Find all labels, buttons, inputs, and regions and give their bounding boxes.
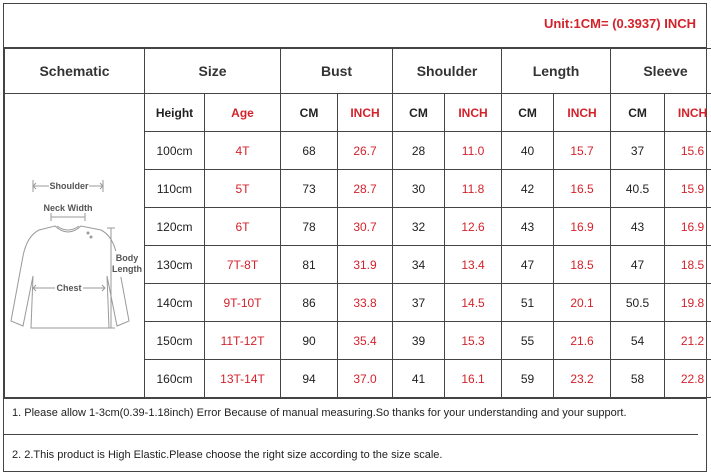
header-sleeve: Sleeve bbox=[611, 49, 711, 94]
cell-shoulder-cm: 41 bbox=[393, 360, 445, 398]
cell-bust-cm: 68 bbox=[281, 132, 338, 170]
cell-age: 7T-8T bbox=[205, 246, 281, 284]
cell-sleeve-cm: 43 bbox=[611, 208, 665, 246]
cell-bust-cm: 94 bbox=[281, 360, 338, 398]
subheader-height: Height bbox=[145, 94, 205, 132]
cell-bust-inch: 30.7 bbox=[338, 208, 393, 246]
cell-height: 130cm bbox=[145, 246, 205, 284]
diagram-label-chest: Chest bbox=[56, 282, 82, 293]
cell-bust-inch: 28.7 bbox=[338, 170, 393, 208]
cell-length-cm: 40 bbox=[502, 132, 554, 170]
subheader-sleeve-cm: CM bbox=[611, 94, 665, 132]
cell-height: 120cm bbox=[145, 208, 205, 246]
cell-bust-inch: 33.8 bbox=[338, 284, 393, 322]
cell-age: 5T bbox=[205, 170, 281, 208]
cell-length-inch: 18.5 bbox=[554, 246, 611, 284]
header-length: Length bbox=[502, 49, 611, 94]
cell-shoulder-cm: 32 bbox=[393, 208, 445, 246]
cell-shoulder-inch: 13.4 bbox=[445, 246, 502, 284]
cell-sleeve-cm: 47 bbox=[611, 246, 665, 284]
cell-bust-inch: 26.7 bbox=[338, 132, 393, 170]
cell-height: 110cm bbox=[145, 170, 205, 208]
unit-row bbox=[4, 4, 706, 48]
cell-bust-cm: 90 bbox=[281, 322, 338, 360]
cell-length-cm: 51 bbox=[502, 284, 554, 322]
size-table bbox=[4, 48, 711, 398]
subheader-sleeve-inch: INCH bbox=[665, 94, 711, 132]
subheader-length-inch: INCH bbox=[554, 94, 611, 132]
cell-length-cm: 59 bbox=[502, 360, 554, 398]
cell-sleeve-cm: 37 bbox=[611, 132, 665, 170]
cell-age: 6T bbox=[205, 208, 281, 246]
cell-length-inch: 16.5 bbox=[554, 170, 611, 208]
cell-sleeve-cm: 54 bbox=[611, 322, 665, 360]
subheader-length-cm: CM bbox=[502, 94, 554, 132]
cell-height: 160cm bbox=[145, 360, 205, 398]
unit-conversion-note: Unit:1CM= (0.3937) INCH bbox=[543, 16, 696, 31]
cell-length-inch: 23.2 bbox=[554, 360, 611, 398]
cell-length-cm: 42 bbox=[502, 170, 554, 208]
cell-shoulder-cm: 37 bbox=[393, 284, 445, 322]
cell-shoulder-inch: 11.8 bbox=[445, 170, 502, 208]
cell-sleeve-cm: 50.5 bbox=[611, 284, 665, 322]
cell-height: 100cm bbox=[145, 132, 205, 170]
cell-age: 13T-14T bbox=[205, 360, 281, 398]
cell-length-inch: 15.7 bbox=[554, 132, 611, 170]
cell-shoulder-inch: 12.6 bbox=[445, 208, 502, 246]
cell-length-inch: 20.1 bbox=[554, 284, 611, 322]
cell-shoulder-inch: 15.3 bbox=[445, 322, 502, 360]
subheader-row bbox=[5, 94, 711, 132]
note-measuring-error: 1. Please allow 1-3cm(0.39-1.18inch) Error Because of manual measuring.So thanks for your understanding and your support. bbox=[12, 407, 627, 419]
cell-bust-inch: 35.4 bbox=[338, 322, 393, 360]
cell-bust-cm: 81 bbox=[281, 246, 338, 284]
cell-shoulder-cm: 34 bbox=[393, 246, 445, 284]
cell-sleeve-inch: 19.8 bbox=[665, 284, 711, 322]
cell-shoulder-cm: 28 bbox=[393, 132, 445, 170]
cell-shoulder-cm: 30 bbox=[393, 170, 445, 208]
cell-sleeve-inch: 16.9 bbox=[665, 208, 711, 246]
cell-sleeve-cm: 58 bbox=[611, 360, 665, 398]
subheader-bust-inch: INCH bbox=[338, 94, 393, 132]
note-elastic-fabric: 2. 2.This product is High Elastic.Please choose the right size according to the size scale. bbox=[4, 434, 698, 461]
cell-sleeve-inch: 21.2 bbox=[665, 322, 711, 360]
cell-bust-inch: 37.0 bbox=[338, 360, 393, 398]
cell-height: 140cm bbox=[145, 284, 205, 322]
header-row bbox=[5, 49, 711, 94]
cell-length-cm: 47 bbox=[502, 246, 554, 284]
cell-age: 11T-12T bbox=[205, 322, 281, 360]
schematic-diagram-cell bbox=[5, 94, 145, 398]
cell-sleeve-inch: 22.8 bbox=[665, 360, 711, 398]
cell-age: 9T-10T bbox=[205, 284, 281, 322]
cell-sleeve-cm: 40.5 bbox=[611, 170, 665, 208]
diagram-label-length: Length bbox=[112, 263, 142, 274]
cell-shoulder-inch: 11.0 bbox=[445, 132, 502, 170]
cell-bust-cm: 73 bbox=[281, 170, 338, 208]
notes-section bbox=[4, 398, 706, 471]
header-size: Size bbox=[145, 49, 281, 94]
subheader-age: Age bbox=[205, 94, 281, 132]
cell-bust-cm: 86 bbox=[281, 284, 338, 322]
subheader-shoulder-cm: CM bbox=[393, 94, 445, 132]
diagram-label-body: Body bbox=[115, 252, 139, 263]
cell-sleeve-inch: 15.6 bbox=[665, 132, 711, 170]
cell-shoulder-cm: 39 bbox=[393, 322, 445, 360]
cell-length-inch: 21.6 bbox=[554, 322, 611, 360]
diagram-label-neck-width: Neck Width bbox=[43, 202, 93, 213]
subheader-shoulder-inch: INCH bbox=[445, 94, 502, 132]
cell-sleeve-inch: 15.9 bbox=[665, 170, 711, 208]
cell-age: 4T bbox=[205, 132, 281, 170]
header-schematic: Schematic bbox=[5, 49, 145, 94]
cell-length-inch: 16.9 bbox=[554, 208, 611, 246]
cell-sleeve-inch: 18.5 bbox=[665, 246, 711, 284]
cell-length-cm: 43 bbox=[502, 208, 554, 246]
cell-shoulder-inch: 14.5 bbox=[445, 284, 502, 322]
header-bust: Bust bbox=[281, 49, 393, 94]
cell-bust-inch: 31.9 bbox=[338, 246, 393, 284]
size-chart bbox=[3, 3, 707, 472]
cell-height: 150cm bbox=[145, 322, 205, 360]
cell-shoulder-inch: 16.1 bbox=[445, 360, 502, 398]
diagram-label-shoulder: Shoulder bbox=[49, 180, 89, 191]
cell-bust-cm: 78 bbox=[281, 208, 338, 246]
cell-length-cm: 55 bbox=[502, 322, 554, 360]
sweater-diagram bbox=[5, 96, 143, 396]
header-shoulder: Shoulder bbox=[393, 49, 502, 94]
subheader-bust-cm: CM bbox=[281, 94, 338, 132]
